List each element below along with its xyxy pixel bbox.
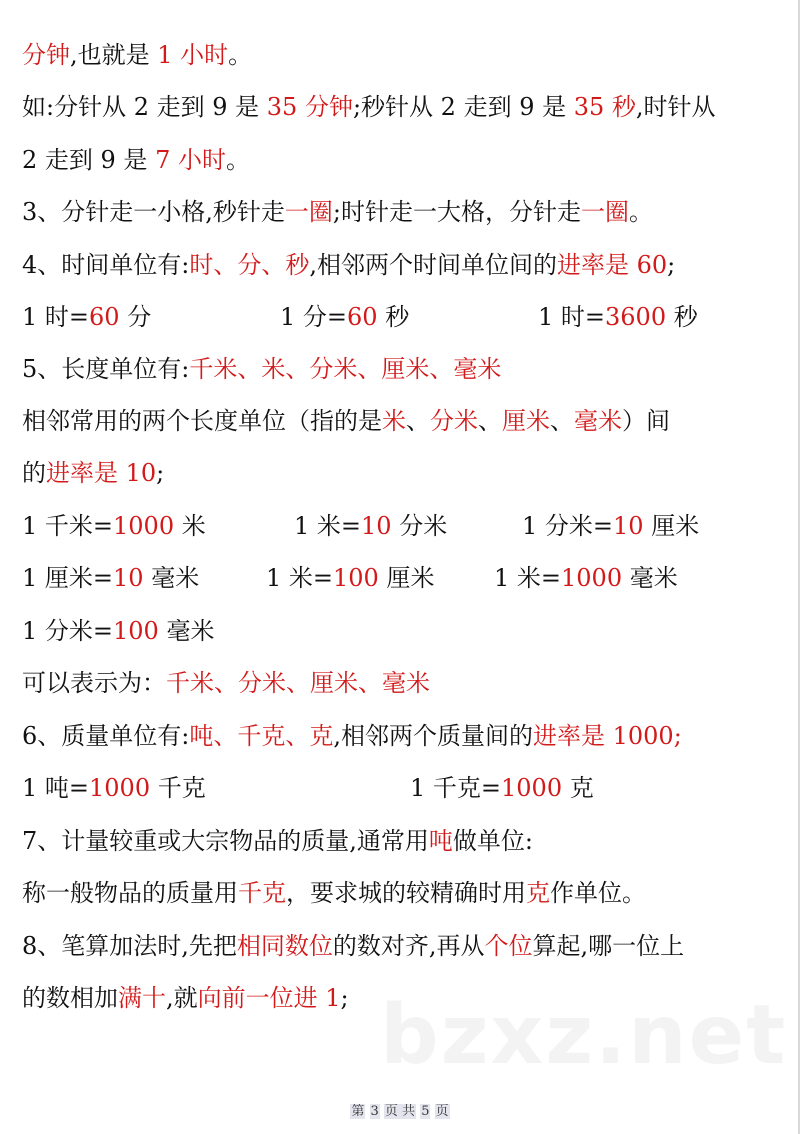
highlight-text: 分钟: [22, 41, 70, 69]
text-segment: 1 分=: [280, 303, 348, 331]
highlight-text: 吨: [428, 827, 453, 855]
text-segment: 。: [225, 146, 250, 174]
text-line: [22, 354, 786, 384]
highlight-text: 1 小时: [157, 41, 229, 69]
highlight-text: 10: [361, 512, 392, 540]
text-segment: 分米: [391, 512, 448, 540]
highlight-text: 进率是 1000;: [533, 722, 682, 750]
text-segment: 。: [228, 41, 253, 69]
text-segment: 分: [119, 303, 152, 331]
text-line: [22, 145, 786, 175]
text-line: [22, 668, 786, 698]
highlight-text: 进率是 60: [557, 251, 668, 279]
text-segment: 毫米: [158, 617, 215, 645]
highlight-text: 分米: [430, 407, 478, 435]
text-segment: 、: [550, 407, 574, 435]
highlight-text: 1000: [113, 512, 175, 540]
text-line: [22, 458, 786, 488]
text-segment: 1 米=: [294, 512, 362, 540]
text-line: [22, 826, 786, 856]
highlight-text: 10: [613, 512, 644, 540]
equation-column: [266, 563, 434, 593]
equation-column: [538, 302, 698, 332]
text-line: [22, 878, 786, 908]
highlight-text: 60: [89, 303, 120, 331]
highlight-text: 向前一位进 1: [197, 984, 341, 1012]
text-segment: 1 千克=: [410, 774, 502, 802]
text-line: [22, 406, 786, 436]
page-footer: [0, 1100, 800, 1119]
text-segment: 1 千米=: [22, 512, 114, 540]
text-segment: 如:分针从 2 走到 9 是: [22, 93, 267, 121]
highlight-text: 相同数位: [236, 932, 333, 960]
text-segment: 、: [478, 407, 502, 435]
highlight-text: 1000: [89, 774, 151, 802]
text-segment: ,就: [166, 984, 198, 1012]
highlight-text: 1000: [501, 774, 563, 802]
text-segment: 1 米=: [266, 564, 334, 592]
text-line: [22, 92, 786, 122]
text-segment: ,时针从: [635, 93, 716, 121]
highlight-text: 7 小时: [155, 146, 226, 174]
text-segment: 厘米: [378, 564, 435, 592]
text-segment: 6、质量单位有:: [22, 722, 190, 750]
equation-column: [22, 773, 206, 803]
text-segment: ,也就是: [70, 41, 158, 69]
text-line: [22, 931, 786, 961]
text-segment: 、: [406, 407, 430, 435]
text-segment: 的数对齐,再从: [332, 932, 485, 960]
highlight-text: 10: [113, 564, 144, 592]
highlight-text: 时、分、秒: [189, 251, 310, 279]
footer-prefix: 第: [351, 1104, 365, 1119]
text-segment: 秒: [666, 303, 698, 331]
text-segment: 做单位:: [452, 827, 533, 855]
equation-column: [22, 511, 206, 541]
text-segment: ;秒针从 2 走到 9 是: [352, 93, 574, 121]
text-segment: 1 吨=: [22, 774, 90, 802]
highlight-text: 千米、米、分米、厘米、毫米: [189, 355, 502, 383]
highlight-text: 克: [526, 879, 550, 907]
text-segment: 厘米: [643, 512, 700, 540]
equation-column: [410, 773, 594, 803]
text-segment: 。: [629, 198, 653, 226]
highlight-text: 35 分钟: [266, 93, 353, 121]
highlight-text: 千米、分米、厘米、毫米: [166, 669, 430, 697]
equation-column: [22, 302, 151, 332]
text-segment: 千克: [150, 774, 206, 802]
text-segment: 算起,哪一位上: [532, 932, 685, 960]
equation-column: [522, 511, 699, 541]
highlight-text: 1000: [561, 564, 623, 592]
text-segment: 3、分针走一小格,秒针走: [22, 198, 285, 226]
footer-total-pages: 5: [421, 1104, 430, 1119]
equation-column: [294, 511, 447, 541]
text-line: [22, 250, 786, 280]
footer-middle: 页 共: [384, 1104, 416, 1119]
text-segment: 1 分米=: [522, 512, 614, 540]
highlight-text: 吨、千克、克: [189, 722, 334, 750]
text-segment: 称一般物品的质量用: [22, 879, 238, 907]
text-segment: 可以表示为：: [22, 669, 166, 697]
text-segment: 2 走到 9 是: [22, 146, 156, 174]
text-segment: ）间: [622, 407, 670, 435]
highlight-text: 厘米: [502, 407, 550, 435]
text-segment: 秒: [377, 303, 410, 331]
text-segment: 5、长度单位有:: [22, 355, 190, 383]
text-segment: 7、计量较重或大宗物品的质量,通常用: [22, 827, 429, 855]
highlight-text: 进率是 10: [46, 459, 157, 487]
text-segment: 1 时=: [538, 303, 606, 331]
equation-column: [280, 302, 409, 332]
highlight-text: 满十: [118, 984, 166, 1012]
text-line: [22, 721, 786, 751]
text-segment: 4、时间单位有:: [22, 251, 190, 279]
text-segment: 克: [562, 774, 594, 802]
highlight-text: 100: [333, 564, 379, 592]
text-segment: 8、笔算加法时,先把: [22, 932, 237, 960]
highlight-text: 个位: [484, 932, 533, 960]
text-segment: ，要求城的较精确时用: [286, 879, 526, 907]
highlight-text: 一圈: [284, 198, 333, 226]
text-segment: 米: [174, 512, 206, 540]
text-line: [22, 40, 786, 70]
watermark: bzxz.net: [380, 988, 788, 1083]
text-segment: 作单位。: [550, 879, 646, 907]
text-line: [22, 616, 786, 646]
text-segment: 1 分米=: [22, 617, 114, 645]
equation-column: [494, 563, 678, 593]
text-segment: 1 米=: [494, 564, 562, 592]
text-segment: 的数相加: [22, 984, 118, 1012]
text-segment: 毫米: [143, 564, 200, 592]
highlight-text: 35 秒: [573, 93, 636, 121]
text-segment: ;: [156, 459, 165, 487]
footer-suffix: 页: [435, 1104, 449, 1119]
text-segment: ;: [667, 251, 676, 279]
highlight-text: 毫米: [574, 407, 622, 435]
text-segment: ;时针走一大格，分针走: [332, 198, 581, 226]
equation-column: [22, 563, 199, 593]
footer-page-number: 3: [370, 1104, 379, 1119]
highlight-text: 米: [382, 407, 406, 435]
text-segment: ,相邻两个时间单位间的: [309, 251, 557, 279]
highlight-text: 3600: [605, 303, 667, 331]
highlight-text: 千克: [238, 879, 286, 907]
text-segment: ;: [340, 984, 349, 1012]
highlight-text: 100: [113, 617, 159, 645]
text-line: [22, 197, 786, 227]
text-segment: 1 时=: [22, 303, 90, 331]
text-segment: 的: [22, 459, 46, 487]
text-segment: 1 厘米=: [22, 564, 114, 592]
text-segment: 毫米: [622, 564, 678, 592]
text-segment: 相邻常用的两个长度单位（指的是: [22, 407, 382, 435]
highlight-text: 60: [347, 303, 378, 331]
highlight-text: 一圈: [581, 198, 629, 226]
text-segment: ,相邻两个质量间的: [333, 722, 533, 750]
